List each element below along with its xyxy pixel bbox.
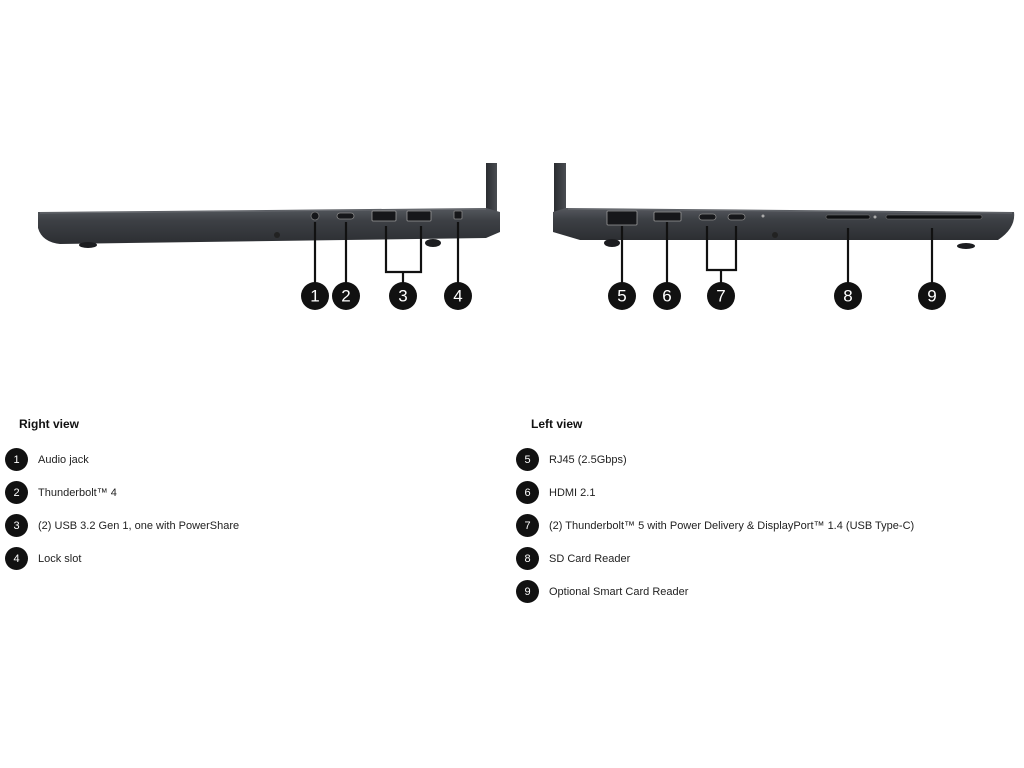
left-view-foot	[604, 239, 620, 247]
lock-slot-port	[454, 211, 462, 219]
left-view-title: Left view	[531, 417, 583, 431]
legend-label: (2) USB 3.2 Gen 1, one with PowerShare	[38, 519, 240, 532]
legend-number: 5	[516, 448, 539, 471]
svg-text:8: 8	[843, 286, 853, 306]
legend-label: Optional Smart Card Reader	[549, 585, 689, 598]
legend-item-lock-slot	[5, 547, 81, 570]
legend-item-sd-card-reader	[516, 547, 630, 570]
usb-a-port	[407, 211, 431, 221]
svg-text:6: 6	[662, 286, 672, 306]
legend-label: Lock slot	[38, 552, 82, 565]
legend-label: Audio jack	[38, 453, 89, 466]
audio-jack-port	[311, 212, 319, 220]
legend-item-thunderbolt-5	[516, 514, 914, 537]
svg-text:1: 1	[310, 286, 320, 306]
legend-item-usb	[5, 514, 239, 537]
thunderbolt-5-port	[728, 214, 745, 220]
right-view-foot	[79, 242, 97, 248]
sd-card-slot	[826, 215, 870, 219]
legend-label: (2) Thunderbolt™ 5 with Power Delivery & DisplayPort™ 1.4 (USB Type-C)	[549, 519, 915, 532]
right-view-laptop	[38, 163, 500, 248]
thunderbolt-5-port	[699, 214, 716, 220]
right-view-title: Right view	[19, 417, 80, 431]
svg-text:5: 5	[617, 286, 627, 306]
legend-item-thunderbolt-4	[5, 481, 117, 504]
right-view-badges	[301, 282, 472, 310]
left-view-foot	[957, 243, 975, 249]
legend-item-audio-jack	[5, 448, 89, 471]
right-view-foot	[425, 239, 441, 247]
left-view-badges	[608, 282, 946, 310]
svg-text:3: 3	[398, 286, 408, 306]
legend-number: 3	[5, 514, 28, 537]
legend-number: 1	[5, 448, 28, 471]
legend-number: 9	[516, 580, 539, 603]
rj45-port	[607, 211, 637, 225]
legend-number: 8	[516, 547, 539, 570]
smart-card-slot	[886, 215, 982, 219]
legend-label: HDMI 2.1	[549, 486, 596, 499]
legend-number: 7	[516, 514, 539, 537]
legend-label: Thunderbolt™ 4	[38, 486, 117, 499]
legend-item-smart-card-reader	[516, 580, 688, 603]
legend-number: 2	[5, 481, 28, 504]
legend-label: SD Card Reader	[549, 552, 631, 565]
legend-number: 4	[5, 547, 28, 570]
hdmi-port	[654, 212, 681, 221]
legend-number: 6	[516, 481, 539, 504]
usb-a-port	[372, 211, 396, 221]
svg-text:2: 2	[341, 286, 351, 306]
thunderbolt-4-port	[337, 213, 354, 219]
legend-item-rj45	[516, 448, 627, 471]
svg-text:4: 4	[453, 286, 463, 306]
legend-label: RJ45 (2.5Gbps)	[549, 453, 627, 466]
svg-text:7: 7	[716, 286, 726, 306]
laptop-side-views-diagram	[0, 0, 1024, 340]
svg-text:9: 9	[927, 286, 937, 306]
legend-item-hdmi	[516, 481, 595, 504]
